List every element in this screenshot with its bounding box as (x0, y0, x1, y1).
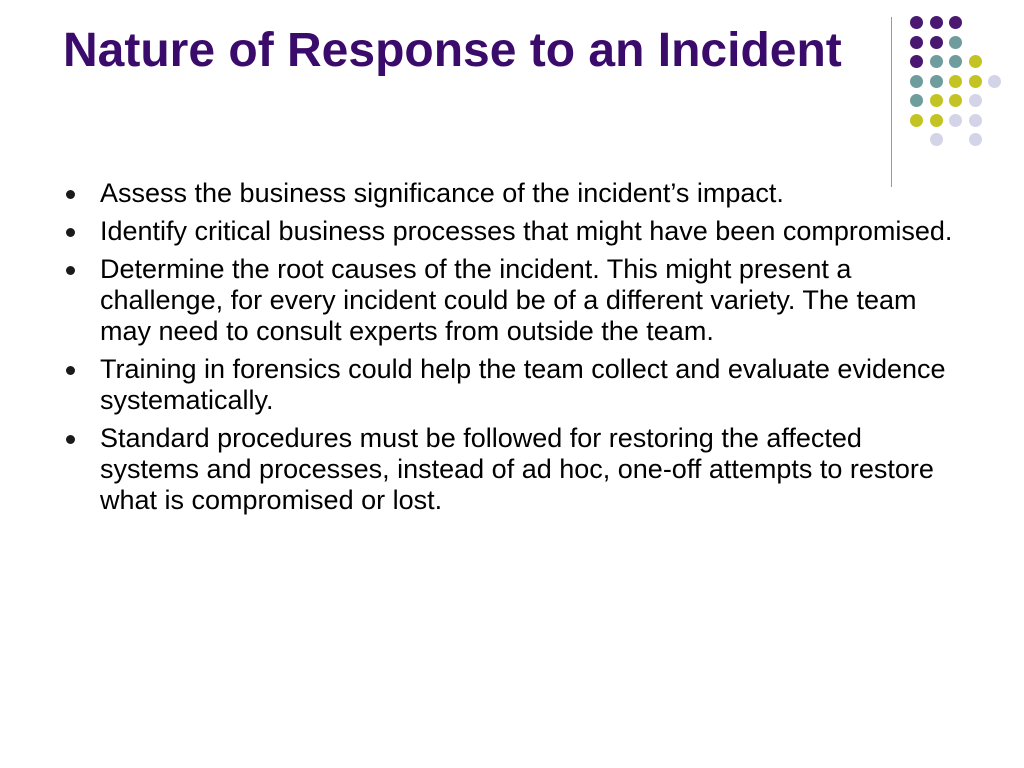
decorative-dot (910, 16, 923, 29)
bullet-dot-icon (66, 190, 75, 199)
decorative-dot (969, 133, 982, 146)
bullet-list (63, 178, 963, 523)
decorative-dot (930, 94, 943, 107)
bullet-text: Standard procedures must be followed for restoring the affected systems and processes, instead of ad hoc, one-off attempts to restore what is compromised or lost. (100, 423, 934, 515)
slide-title: Nature of Response to an Incident (63, 24, 842, 77)
decorative-dot (930, 133, 943, 146)
decorative-dot (949, 114, 962, 127)
decorative-dot (949, 94, 962, 107)
bullet-dot-icon (66, 266, 75, 275)
decorative-dot (949, 16, 962, 29)
decorative-dot (930, 55, 943, 68)
bullet-item (63, 216, 963, 247)
decorative-dot (988, 75, 1001, 88)
decorative-dot (910, 36, 923, 49)
bullet-item (63, 423, 963, 516)
decorative-dot (910, 114, 923, 127)
bullet-text: Training in forensics could help the team collect and evaluate evidence systematically. (100, 354, 946, 415)
bullet-text: Determine the root causes of the incident. This might present a challenge, for every incident could be of a different variety. The team may need to consult experts from outside the team. (100, 254, 917, 346)
decorative-dot (949, 36, 962, 49)
bullet-text: Assess the business significance of the incident’s impact. (100, 178, 784, 208)
decorative-dot (969, 55, 982, 68)
bullet-text: Identify critical business processes that might have been compromised. (100, 216, 953, 246)
decorative-dot (949, 55, 962, 68)
decorative-dot (930, 36, 943, 49)
bullet-dot-icon (66, 366, 75, 375)
decorative-dot (910, 94, 923, 107)
decorative-dot (910, 75, 923, 88)
decorative-dot (969, 75, 982, 88)
bullet-dot-icon (66, 228, 75, 237)
bullet-item (63, 178, 963, 209)
decorative-dot (930, 75, 943, 88)
bullet-item (63, 254, 963, 347)
bullet-dot-icon (66, 435, 75, 444)
decorative-dot (969, 94, 982, 107)
vertical-divider (891, 17, 892, 187)
decorative-dot (949, 75, 962, 88)
decorative-dot (930, 114, 943, 127)
decorative-dot (910, 55, 923, 68)
bullet-item (63, 354, 963, 416)
decorative-dot (969, 114, 982, 127)
decorative-dot (930, 16, 943, 29)
